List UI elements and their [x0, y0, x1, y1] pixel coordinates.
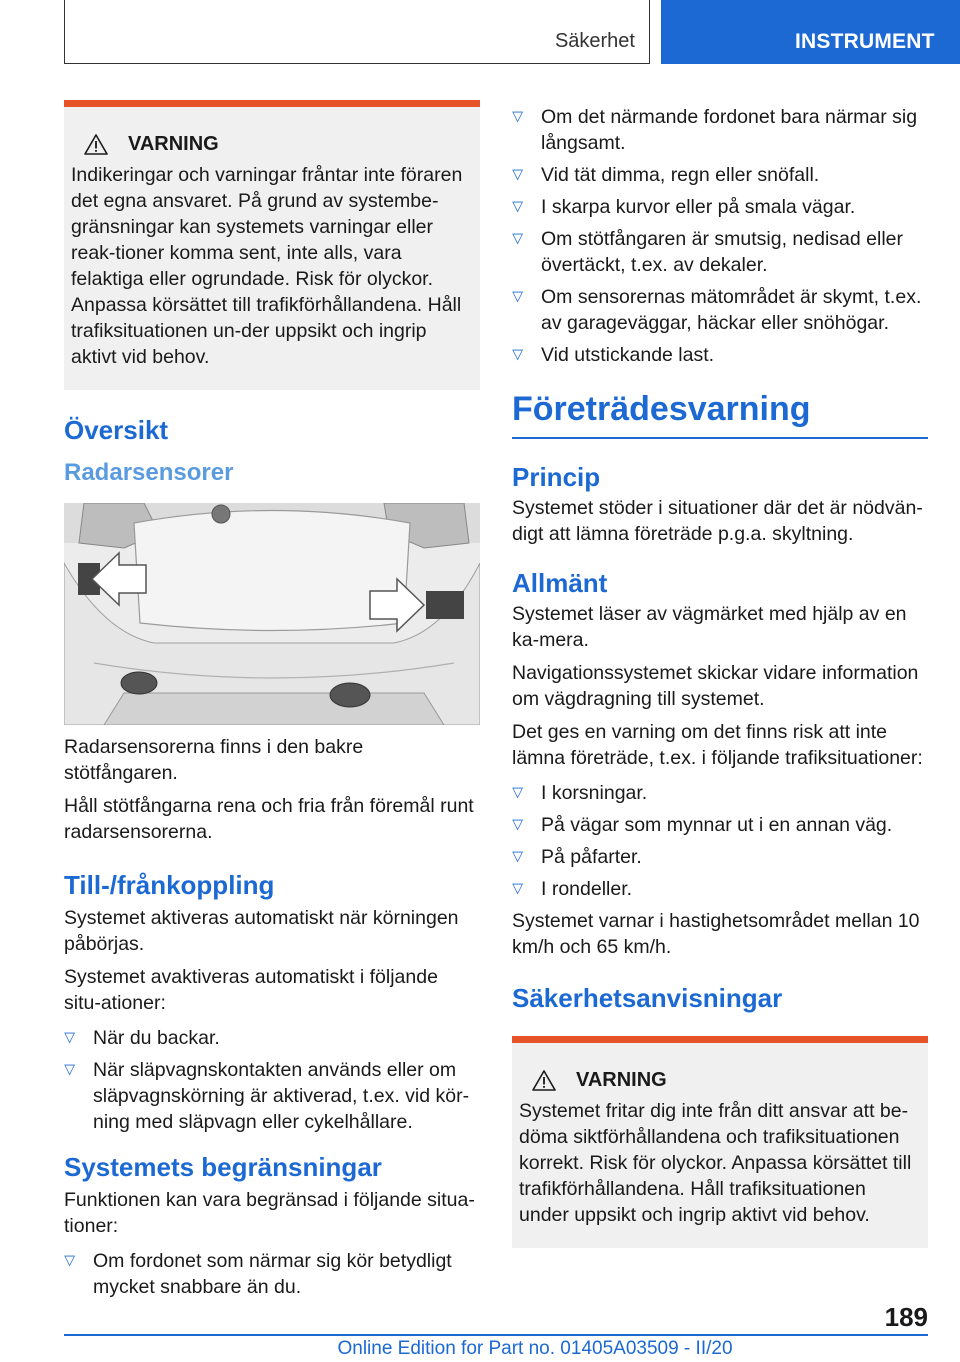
left-column: [64, 100, 480, 1306]
footer-edition-text: Online Edition for Part no. 01405A03509 - II/20: [337, 1338, 733, 1359]
header-section-box: [64, 0, 650, 64]
radar-paragraph-2: Håll stötfångarna rena och fria från föremål runt radarsensorerna.: [64, 795, 474, 843]
list-item: ▷ Vid utstickande last.: [512, 342, 928, 368]
footer-divider: [64, 1334, 928, 1336]
warning-text: Indikeringar och varningar fråntar inte föraren det egna ansvaret. På grund av systembe-gränsningar kan systemets varningar eller reak-tioner komma sent, inte alls, vara felaktiga eller ogrundade. Risk för olyckor. Anpassa körsättet till trafikförhållandena. Håll trafiksituationen un-der uppsikt och ingrip aktivt vid behov.: [71, 164, 463, 368]
overview-heading: Översikt: [64, 415, 169, 445]
list-item: ▷ På vägar som mynnar ut i en annan väg.: [512, 812, 928, 838]
limits-heading: Systemets begränsningar: [64, 1152, 382, 1182]
list-item: ▷ Om fordonet som närmar sig kör betydligt mycket snabbare än du.: [64, 1248, 480, 1300]
warning-triangle-icon: [532, 1070, 556, 1091]
safety-heading: Säkerhetsanvisningar: [512, 983, 783, 1013]
rear-bumper-drawing: [64, 503, 480, 725]
list-item: ▷ När släpvagnskontakten används eller om släpvagnskörning är aktiverad, t.ex. vid kör-ning med släpvagn eller cykelhållare.: [64, 1057, 480, 1135]
main-heading: Företrädesvarning: [512, 390, 928, 439]
list-item: ▷ Om sensorernas mätområdet är skymt, t.ex. av garageväggar, häckar eller snöhögar.: [512, 284, 928, 336]
header-chapter-tab: INSTRUMENT: [661, 0, 960, 64]
principle-paragraph: Systemet stöder i situationer där det är nödvän-digt att lämna företräde p.g.a. skyltning.: [512, 497, 923, 545]
warning-box-right: [512, 1036, 928, 1248]
rear-bumper-radar-illustration: [64, 503, 480, 725]
general-paragraph-1: Systemet läser av vägmärket med hjälp av en ka-mera.: [512, 603, 907, 651]
on-off-heading: Till-/frånkoppling: [64, 870, 275, 900]
limits-list-continued: [512, 104, 928, 368]
general-heading: Allmänt: [512, 568, 608, 598]
list-item: ▷ När du backar.: [64, 1025, 480, 1051]
page-number: 189: [884, 1302, 928, 1332]
list-item: ▷ I korsningar.: [512, 780, 928, 806]
general-paragraph-2: Navigationssystemet skickar vidare information om vägdragning till systemet.: [512, 662, 919, 710]
warning-title: VARNING: [128, 133, 219, 155]
general-list: [512, 780, 928, 902]
warning-triangle-icon: [84, 134, 108, 155]
list-item: ▷ Om stötfångaren är smutsig, nedisad eller övertäckt, t.ex. av dekaler.: [512, 226, 928, 278]
general-paragraph-4: Systemet varnar i hastighetsområdet mellan 10 km/h och 65 km/h.: [512, 910, 920, 958]
on-off-paragraph-2: Systemet avaktiveras automatiskt i följande situ-ationer:: [64, 966, 438, 1014]
warning-box-left: [64, 100, 480, 390]
list-item: ▷ Om det närmande fordonet bara närmar sig långsamt.: [512, 104, 928, 156]
general-paragraph-3: Det ges en varning om det finns risk att inte lämna företräde, t.ex. i följande trafiksituationer:: [512, 721, 923, 769]
on-off-list: [64, 1025, 480, 1135]
header-section-title: Säkerhet: [554, 30, 635, 52]
list-item: ▷ Vid tät dimma, regn eller snöfall.: [512, 162, 928, 188]
on-off-paragraph-1: Systemet aktiveras automatiskt när körningen påbörjas.: [64, 907, 459, 955]
radar-sensors-heading: Radarsensorer: [64, 459, 234, 486]
list-item: ▷ På påfarter.: [512, 844, 928, 870]
right-column: [512, 104, 928, 1248]
radar-paragraph-1: Radarsensorerna finns i den bakre stötfångaren.: [64, 736, 364, 784]
list-item: ▷ I skarpa kurvor eller på smala vägar.: [512, 194, 928, 220]
warning-text: Systemet fritar dig inte från ditt ansvar att be-döma siktförhållandena och trafiksituationen korrekt. Risk för olyckor. Anpassa körsättet till trafikförhållandena. Håll trafiksituationen under uppsikt och ingrip aktivt vid behov.: [519, 1100, 912, 1226]
limits-list: [64, 1248, 480, 1300]
warning-title: VARNING: [576, 1069, 667, 1091]
limits-paragraph: Funktionen kan vara begränsad i följande situa-tioner:: [64, 1189, 475, 1237]
principle-heading: Princip: [512, 462, 601, 492]
list-item: ▷ I rondeller.: [512, 876, 928, 902]
